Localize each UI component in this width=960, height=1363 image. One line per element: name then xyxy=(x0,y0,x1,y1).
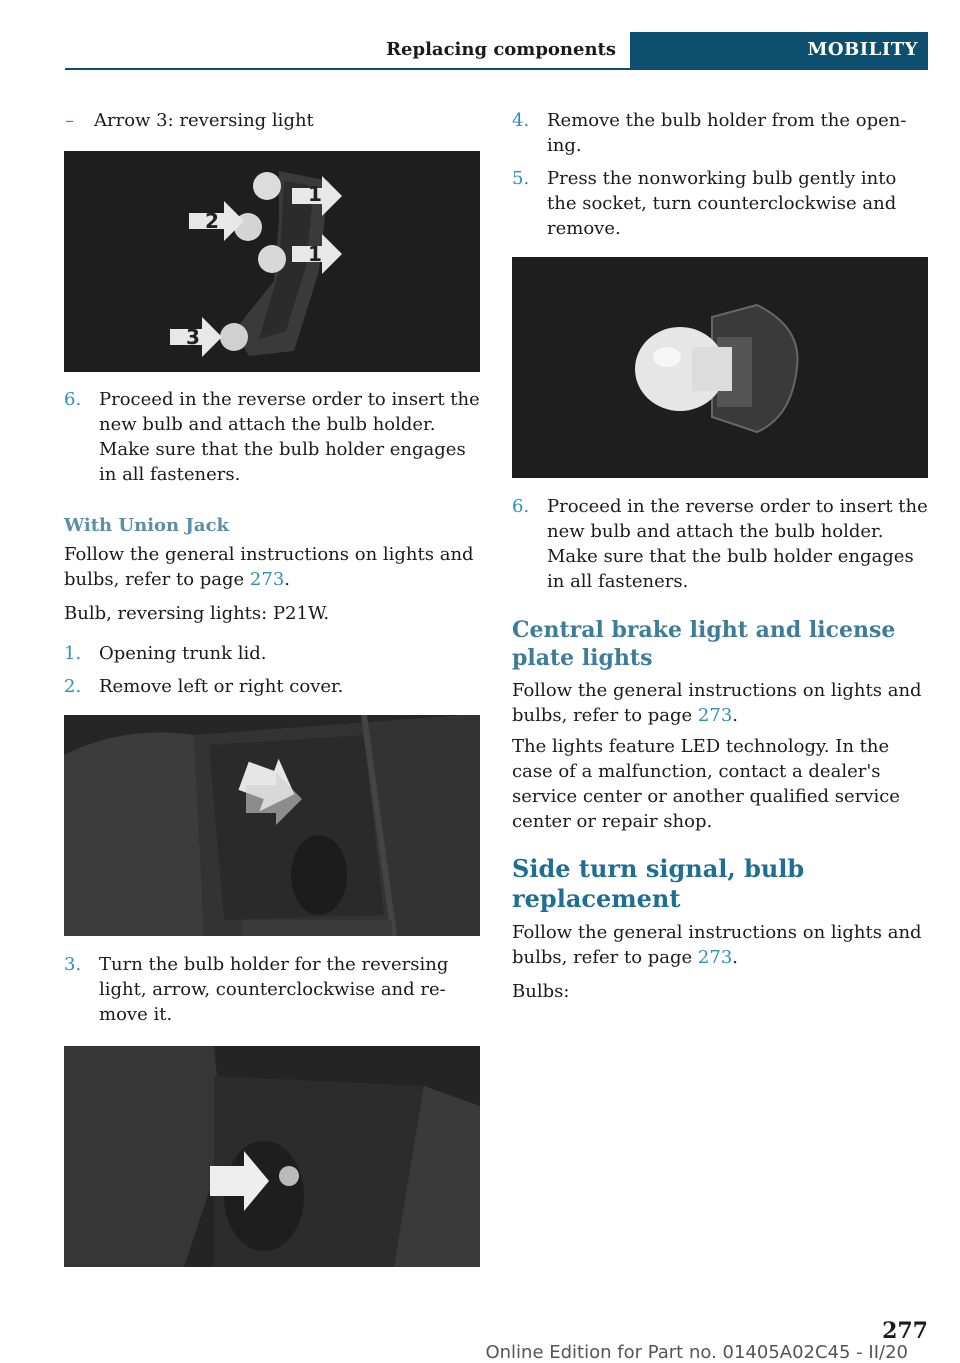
page-footer xyxy=(480,1318,928,1363)
chapter-tab: MOBILITY xyxy=(630,32,928,68)
step-number: 1. xyxy=(64,643,82,664)
step-text: Remove left or right cover. xyxy=(99,676,344,697)
page-link-273[interactable]: 273 xyxy=(249,569,285,590)
dash-marker: – xyxy=(65,110,74,131)
page-number: 277 xyxy=(882,1318,928,1344)
figure-bulb-holder-location xyxy=(64,1046,480,1267)
section-title: Replacing components xyxy=(386,39,616,60)
list-item-arrow3 xyxy=(28,108,480,133)
left-column xyxy=(64,108,480,1267)
step-6-left xyxy=(64,387,480,487)
heading-union-jack: With Union Jack xyxy=(64,515,229,536)
step-number: 6. xyxy=(64,389,82,410)
step-5 xyxy=(512,166,928,241)
bulbs-label: Bulbs: xyxy=(512,981,570,1002)
step-1 xyxy=(64,641,480,666)
side-intro: Follow the general instructions on lights and bulbs, refer to page 273. xyxy=(512,922,922,968)
step-text: Remove the bulb holder from the open‐ ing. xyxy=(547,110,907,156)
callout-3: 3 xyxy=(186,325,200,349)
step-number: 2. xyxy=(64,676,82,697)
step-text: Proceed in the reverse order to insert the new bulb and attach the bulb holder. Make sure that the bulb holder engages in all fasteners. xyxy=(99,389,480,485)
led-text: The lights feature LED technology. In the case of a malfunction, contact a dealer's service center or another qualified service center or repair shop. xyxy=(512,736,900,832)
page-link-273[interactable]: 273 xyxy=(697,947,733,968)
list-item-text: Arrow 3: reversing light xyxy=(94,110,314,131)
step-number: 6. xyxy=(512,496,530,517)
step-text: Press the nonworking bulb gently into the socket, turn counterclockwise and remove. xyxy=(547,168,897,239)
callout-1b: 1 xyxy=(308,242,322,266)
page-header xyxy=(65,32,928,70)
central-intro: Follow the general instructions on lights and bulbs, refer to page 273. xyxy=(512,680,922,726)
bulb-spec: Bulb, reversing lights: P21W. xyxy=(64,603,330,624)
step-4 xyxy=(512,108,928,158)
union-jack-intro: Follow the general instructions on lights and bulbs, refer to page 273. xyxy=(64,544,474,590)
edition-line: Online Edition for Part no. 01405A02C45 - II/20 xyxy=(485,1342,908,1363)
step-number: 4. xyxy=(512,110,530,131)
callout-2: 2 xyxy=(205,209,219,233)
step-number: 3. xyxy=(64,954,82,975)
figure-bulb-holder xyxy=(64,151,480,372)
heading-side-turn: Side turn signal, bulb replacement xyxy=(512,854,805,913)
step-number: 5. xyxy=(512,168,530,189)
step-text: Turn the bulb holder for the reversing light, arrow, counterclockwise and re‐ move it. xyxy=(99,954,449,1025)
bulb-holder-location-illustration xyxy=(64,1046,480,1267)
figure-bulb xyxy=(512,257,928,478)
step-3 xyxy=(64,952,480,1027)
right-column xyxy=(512,108,928,1004)
callout-1: 1 xyxy=(308,182,322,206)
bulb-holder-illustration xyxy=(64,151,480,372)
figure-trunk-cover xyxy=(64,715,480,936)
page-link-273[interactable]: 273 xyxy=(697,705,733,726)
trunk-cover-illustration xyxy=(64,715,480,936)
heading-central-brake: Central brake light and license plate lights xyxy=(512,617,896,671)
step-6-right xyxy=(512,494,928,594)
bulb-illustration xyxy=(512,257,928,478)
step-text: Opening trunk lid. xyxy=(99,643,267,664)
step-text: Proceed in the reverse order to insert the new bulb and attach the bulb holder. Make sure that the bulb holder engages in all fasteners. xyxy=(547,496,928,592)
step-2 xyxy=(64,674,480,699)
